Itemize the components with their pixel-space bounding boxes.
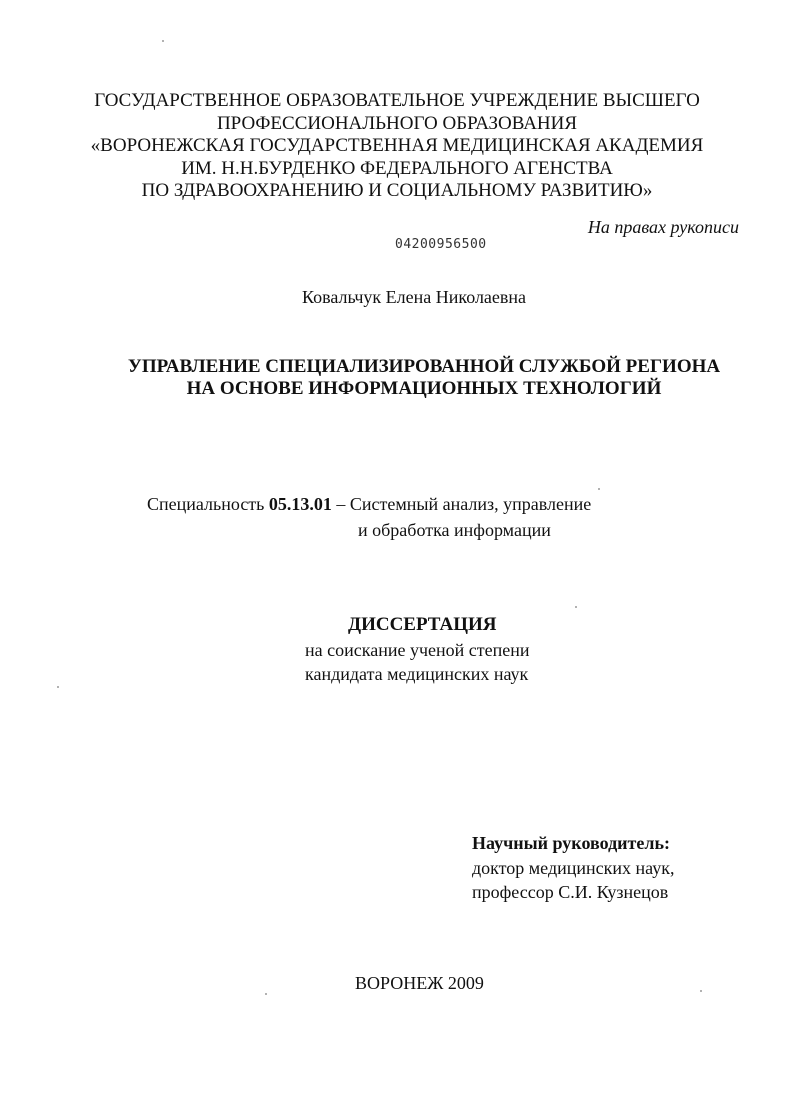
institution-line: «ВОРОНЕЖСКАЯ ГОСУДАРСТВЕННАЯ МЕДИЦИНСКАЯ АКАДЕМИЯ xyxy=(90,135,704,156)
author-name: Ковальчук Елена Николаевна xyxy=(302,287,527,307)
title-line: НА ОСНОВЕ ИНФОРМАЦИОННЫХ ТЕХНОЛОГИЙ xyxy=(186,378,662,399)
specialty-line xyxy=(147,493,591,515)
scan-speck xyxy=(162,40,164,42)
scan-speck xyxy=(700,990,702,992)
specialty-name: – Системный анализ, управление xyxy=(331,494,592,514)
degree-purpose: на соискание ученой степени xyxy=(305,640,530,660)
title-line: УПРАВЛЕНИЕ СПЕЦИАЛИЗИРОВАННОЙ СЛУЖБОЙ РЕГИОНА xyxy=(127,356,721,377)
institution-line: ПО ЗДРАВООХРАНЕНИЮ И СОЦИАЛЬНОМУ РАЗВИТИЮ» xyxy=(141,180,653,201)
supervisor-name: профессор С.И. Кузнецов xyxy=(472,882,669,902)
supervisor-degree: доктор медицинских наук, xyxy=(472,858,675,878)
institution-line: ГОСУДАРСТВЕННОЕ ОБРАЗОВАТЕЛЬНОЕ УЧРЕЖДЕНИЕ ВЫСШЕГО xyxy=(94,90,700,111)
institution-name xyxy=(0,90,794,203)
scan-speck xyxy=(575,606,577,608)
specialty-code: 05.13.01 xyxy=(268,494,332,514)
scan-speck xyxy=(57,686,59,688)
rights-note: На правах рукописи xyxy=(587,217,739,237)
catalog-number: 04200956500 xyxy=(395,237,487,252)
scan-speck xyxy=(598,488,600,490)
institution-line: ИМ. Н.Н.БУРДЕНКО ФЕДЕРАЛЬНОГО АГЕНСТВА xyxy=(181,157,613,179)
scan-speck xyxy=(265,993,267,995)
institution-line: ПРОФЕССИОНАЛЬНОГО ОБРАЗОВАНИЯ xyxy=(216,112,578,134)
specialty-prefix: Специальность xyxy=(147,494,269,514)
dissertation-title xyxy=(0,356,794,400)
degree-name: кандидата медицинских наук xyxy=(305,664,529,684)
city-year: ВОРОНЕЖ 2009 xyxy=(355,973,484,993)
supervisor-label: Научный руководитель: xyxy=(472,833,670,853)
specialty-name-continuation: и обработка информации xyxy=(358,520,551,540)
dissertation-heading: ДИССЕРТАЦИЯ xyxy=(348,614,497,635)
